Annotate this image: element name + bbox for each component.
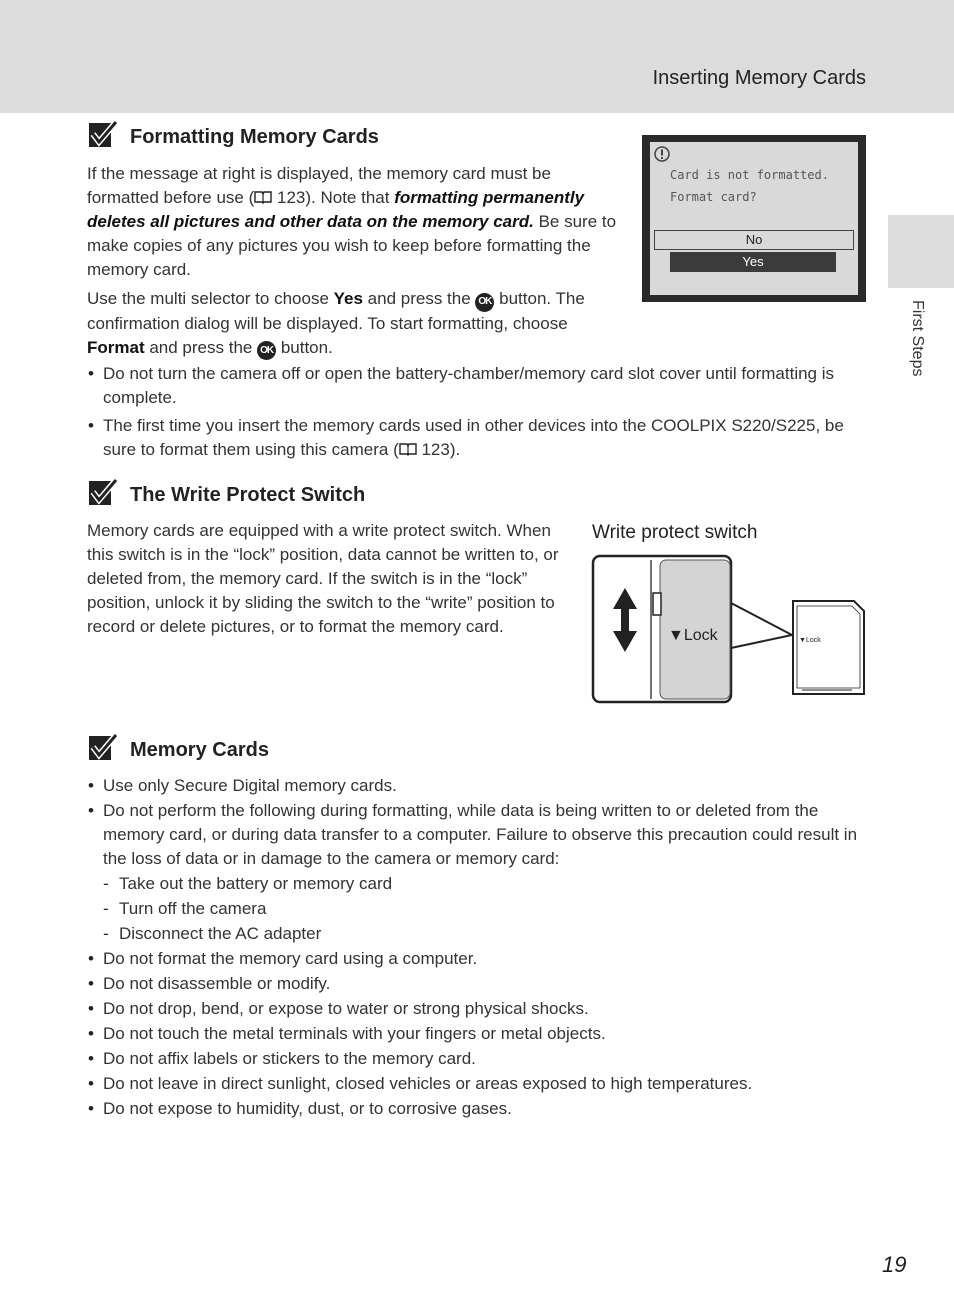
list-item: • Do not leave in direct sunlight, closed vehicles or areas exposed to high temperatures. <box>87 1072 867 1096</box>
formatting-bullets <box>87 362 867 462</box>
sub-list-item: - Disconnect the AC adapter <box>87 922 867 946</box>
list-item: • The first time you insert the memory cards used in other devices into the COOLPIX S220/S225, be sure to format them using this camera ( 123). <box>87 414 867 462</box>
list-item: • Do not touch the metal terminals with your fingers or metal objects. <box>87 1022 867 1046</box>
write-protect-illustration <box>590 553 868 706</box>
page-number: 19 <box>882 1252 907 1277</box>
section-title-formatting: Formatting Memory Cards <box>130 126 379 148</box>
list-item: • Do not format the memory card using a computer. <box>87 947 867 971</box>
checkmark-icon <box>88 733 118 763</box>
side-tab <box>888 215 954 288</box>
dialog-option-yes: Yes <box>670 252 836 272</box>
list-item: • Do not affix labels or stickers to the memory card. <box>87 1047 867 1071</box>
list-item: • Do not disassemble or modify. <box>87 972 867 996</box>
sub-list-item: - Turn off the camera <box>87 897 867 921</box>
dialog-message-line-1: Card is not formatted. <box>670 168 829 182</box>
header-band <box>0 0 954 113</box>
book-icon <box>399 442 417 456</box>
sub-list-item: - Take out the battery or memory card <box>87 872 867 896</box>
list-item: • Do not drop, bend, or expose to water or strong physical shocks. <box>87 997 867 1021</box>
ok-button-icon: OK <box>257 341 276 360</box>
lock-label: ▼Lock <box>668 627 718 644</box>
section-title-write-protect: The Write Protect Switch <box>130 484 366 506</box>
dialog-message-line-2: Format card? <box>670 190 757 204</box>
list-item: • Do not expose to humidity, dust, or to corrosive gases. <box>87 1097 867 1121</box>
figure-caption: Write protect switch <box>592 522 758 543</box>
header-title: Inserting Memory Cards <box>652 67 866 89</box>
warning-icon <box>654 146 670 162</box>
section-title-memory-cards: Memory Cards <box>130 739 269 761</box>
dialog-option-no: No <box>654 230 854 250</box>
card-lock-label: ▼Lock <box>799 637 821 644</box>
list-item: • Use only Secure Digital memory cards. <box>87 774 867 798</box>
list-item: • Do not perform the following during formatting, while data is being written to or deleted from the memory card, or during data transfer to a computer. Failure to observe this precaution could result in the loss of data or in damage to the camera or memory card: <box>87 799 867 871</box>
ok-button-icon: OK <box>475 293 494 312</box>
book-icon <box>254 190 272 204</box>
side-tab-label: First Steps <box>909 300 926 377</box>
checkmark-icon <box>88 120 118 150</box>
write-protect-paragraph: Memory cards are equipped with a write protect switch. When this switch is in the “lock” position, data cannot be written to, or deleted from, the memory card. If the switch is in the “lock” position, unlock it by sliding the switch to the “write” position to record or delete pictures, or to format the memory card. <box>87 521 559 636</box>
formatting-paragraph-2: Use the multi selector to choose Yes and press the OK button. The confirmation dialog will be displayed. To start formatting, choose Format and press the OK button. <box>87 287 622 360</box>
camera-screen-dialog <box>642 135 866 302</box>
formatting-paragraph-1: If the message at right is displayed, the memory card must be formatted before use ( 123). Note that formatting permanently deletes all pictures and other data on the memory card. Be sure to make copies of any pictures you wish to keep before formatting the memory card. <box>87 164 617 279</box>
list-item: • Do not turn the camera off or open the battery-chamber/memory card slot cover until formatting is complete. <box>87 362 867 410</box>
checkmark-icon <box>88 478 118 508</box>
memory-cards-bullets <box>87 774 867 1122</box>
dialog-panel <box>650 142 858 295</box>
